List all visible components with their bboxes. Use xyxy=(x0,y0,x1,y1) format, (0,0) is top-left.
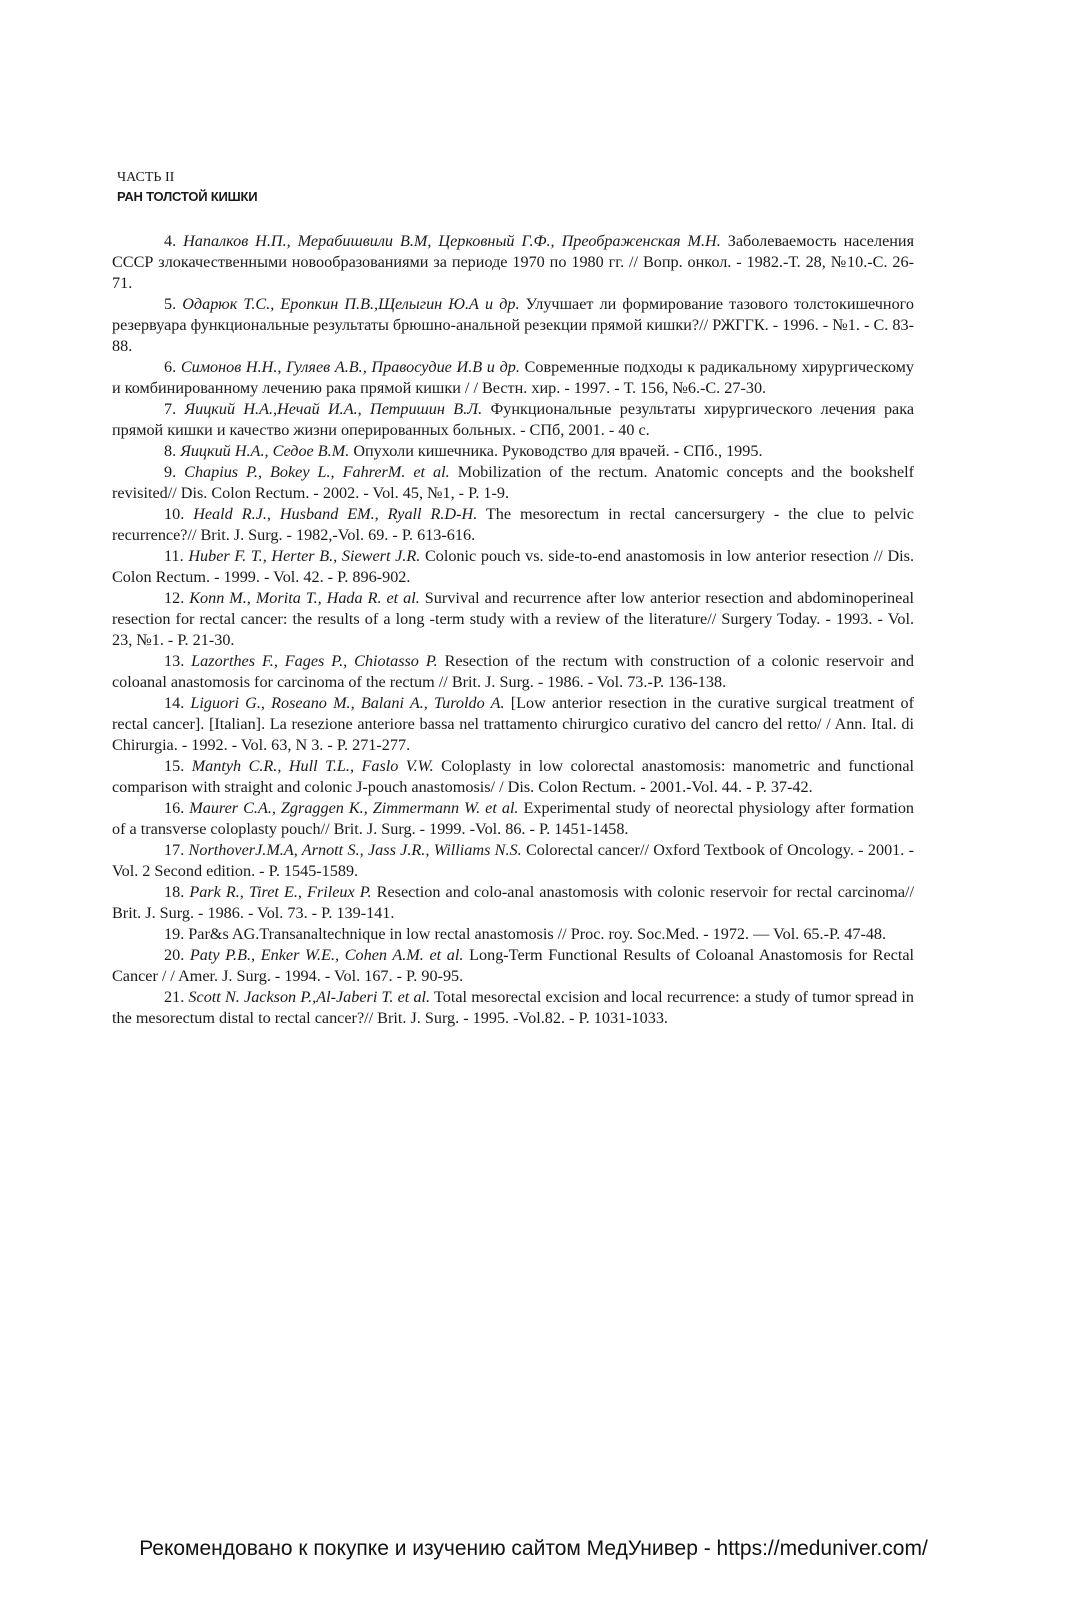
section-title: РАН ТОЛСТОЙ КИШКИ xyxy=(117,189,258,204)
reference-number: 9. xyxy=(164,463,177,481)
reference-item xyxy=(112,651,914,693)
reference-number: 18. xyxy=(164,883,185,901)
reference-number: 5. xyxy=(164,295,177,313)
reference-number: 19. xyxy=(164,925,185,943)
reference-authors: Maurer C.A., Zgraggen K., Zimmermann W. et al. xyxy=(189,799,519,817)
reference-item xyxy=(112,798,914,840)
reference-item xyxy=(112,441,914,462)
reference-item xyxy=(112,840,914,882)
reference-item xyxy=(112,462,914,504)
reference-authors: Konn M., Morita T., Hada R. et al. xyxy=(189,589,420,607)
reference-authors: Scott N. Jackson P.,Al-Jaberi T. et al. xyxy=(188,988,431,1006)
reference-text: Улучшает ли формирование тазового толстокишечного резервуара функциональные результаты брюшно-анальной резекции прямой кишки?// РЖГГК. - 1996. - №1. - С. 83-88. xyxy=(112,295,914,355)
reference-text: Mobilization of the rectum. Anatomic concepts and the bookshelf revisited// Dis. Colon Rectum. - 2002. - Vol. 45, №1, - P. 1-9. xyxy=(112,463,915,502)
reference-item xyxy=(112,357,914,399)
reference-authors: Напалков Н.П., Мерабишвили В.М, Церковный Г.Ф., Преображенская М.Н. xyxy=(183,232,721,250)
reference-text: The mesorectum in rectal cancersurgery - the clue to pelvic recurrence?// Brit. J. Surg. - 1982,-Vol. 69. - P. 613-616. xyxy=(112,505,914,544)
part-label: ЧАСТЬ II xyxy=(117,170,175,185)
reference-item xyxy=(112,756,914,798)
reference-text: Resection and colo-anal anastomosis with colonic reservoir for rectal carcinoma// Brit. J. Surg. - 1986. - Vol. 73. - P. 139-141. xyxy=(112,883,915,922)
reference-authors: NorthoverJ.M.A, Arnott S., Jass J.R., Williams N.S. xyxy=(188,841,522,859)
reference-authors: Lazorthes F., Fages P., Chiotasso P. xyxy=(191,652,438,670)
reference-number: 12. xyxy=(164,589,185,607)
reference-number: 4. xyxy=(164,232,177,250)
reference-text: Survival and recurrence after low anterior resection and abdominoperineal resection for rectal cancer: the results of a long -term study with a review of the literature// Surgery Today. - 1993. - Vol. 23, №1. - P. 21-30. xyxy=(112,589,915,649)
reference-authors: Heald R.J., Husband EM., Ryall R.D-H. xyxy=(193,505,478,523)
reference-text: Функциональные результаты хирургического лечения рака прямой кишки и качество жизни оперированных больных. - СПб, 2001. - 40 с. xyxy=(112,400,915,439)
reference-number: 13. xyxy=(164,652,185,670)
page-header xyxy=(117,168,257,206)
reference-text: Par&s AG.Transanaltechnique in low rectal anastomosis // Proc. roy. Soc.Med. - 1972. — Vol. 65.-P. 47-48. xyxy=(188,925,887,943)
reference-number: 8. xyxy=(164,442,177,460)
reference-number: 21. xyxy=(164,988,185,1006)
reference-item xyxy=(112,231,914,294)
reference-item xyxy=(112,945,914,987)
reference-authors: Paty P.B., Enker W.E., Cohen A.M. et al. xyxy=(189,946,464,964)
reference-authors: Chapius P., Bokey L., FahrerM. et al. xyxy=(184,463,450,481)
reference-authors: Одарюк Т.С., Еропкин П.В.,Щелыгин Ю.А и др. xyxy=(182,295,520,313)
reference-item xyxy=(112,987,914,1029)
reference-text: Experimental study of neorectal physiology after formation of a transverse coloplasty pouch// Brit. J. Surg. - 1999. -Vol. 86. - P. 1451-1458. xyxy=(112,799,915,838)
reference-number: 7. xyxy=(164,400,177,418)
reference-list xyxy=(112,231,914,1029)
reference-item xyxy=(112,546,914,588)
reference-text: Resection of the rectum with construction of a colonic reservoir and coloanal anastomosis for carcinoma of the rectum // Brit. J. Surg. - 1986. - Vol. 73.-P. 136-138. xyxy=(112,652,914,691)
reference-item xyxy=(112,399,914,441)
reference-number: 16. xyxy=(164,799,185,817)
reference-number: 10. xyxy=(164,505,185,523)
reference-authors: Яицкий Н.А., Седое В.М. xyxy=(180,442,350,460)
reference-text: Colorectal cancer// Oxford Textbook of Oncology. - 2001. -Vol. 2 Second edition. - P. 1545-1589. xyxy=(112,841,915,880)
reference-authors: Mantyh C.R., Hull T.L., Faslo V.W. xyxy=(191,757,434,775)
reference-item xyxy=(112,588,914,651)
reference-text: Заболеваемость населения СССР злокачественными новообразованиями за периоде 1970 по 1980 гг. // Вопр. онкол. - 1982.-Т. 28, №10.-С. 26-71. xyxy=(112,232,915,292)
reference-item xyxy=(112,882,914,924)
reference-number: 20. xyxy=(164,946,185,964)
footer-recommendation: Рекомендовано к покупке и изучению сайтом МедУнивер - https://meduniver.com/ xyxy=(139,1537,928,1560)
reference-text: Colonic pouch vs. side-to-end anastomosis in low anterior resection // Dis. Colon Rectum. - 1999. - Vol. 42. - P. 896-902. xyxy=(112,547,915,586)
reference-text: Total mesorectal excision and local recurrence: a study of tumor spread in the mesorectum distal to rectal cancer?// Brit. J. Surg. - 1995. -Vol.82. - P. 1031-1033. xyxy=(112,988,915,1027)
reference-authors: Liguori G., Roseano M., Balani A., Turoldo A. xyxy=(190,694,505,712)
reference-text: Coloplasty in low colorectal anastomosis: manometric and functional comparison with straight and colonic J-pouch anastomosis/ / Dis. Colon Rectum. - 2001.-Vol. 44. - P. 37-42. xyxy=(112,757,915,796)
reference-authors: Park R., Tiret E., Frileux P. xyxy=(189,883,372,901)
reference-authors: Яицкий Н.А.,Нечай И.А., Петришин В.Л. xyxy=(184,400,483,418)
reference-text: [Low anterior resection in the curative surgical treatment of rectal cancer]. [Italian]. La resezione anteriore bassa nel trattamento chirurgico curativo del cancro del retto/ / Ann. Ital. di Chirurgia. - 1992. - Vol. 63, N 3. - P. 271-277. xyxy=(112,694,915,754)
reference-item xyxy=(112,504,914,546)
reference-number: 6. xyxy=(164,358,177,376)
reference-text: Современные подходы к радикальному хирургическому и комбинированному лечению рака прямой кишки / / Вестн. хир. - 1997. - Т. 156, №6.-С. 27-30. xyxy=(112,358,915,397)
reference-item xyxy=(112,294,914,357)
reference-authors: Симонов Н.Н., Гуляев А.В., Правосудие И.В и др. xyxy=(180,358,520,376)
reference-number: 11. xyxy=(164,547,184,565)
reference-number: 14. xyxy=(164,694,185,712)
reference-number: 15. xyxy=(164,757,185,775)
reference-item xyxy=(112,693,914,756)
reference-number: 17. xyxy=(164,841,185,859)
reference-text: Long-Term Functional Results of Coloanal Anastomosis for Rectal Cancer / / Amer. J. Surg. - 1994. - Vol. 167. - P. 90-95. xyxy=(112,946,915,985)
reference-authors: Huber F. T., Herter B., Siewert J.R. xyxy=(188,547,421,565)
reference-item xyxy=(112,924,914,945)
reference-text: Опухоли кишечника. Руководство для врачей. - СПб., 1995. xyxy=(353,442,763,460)
